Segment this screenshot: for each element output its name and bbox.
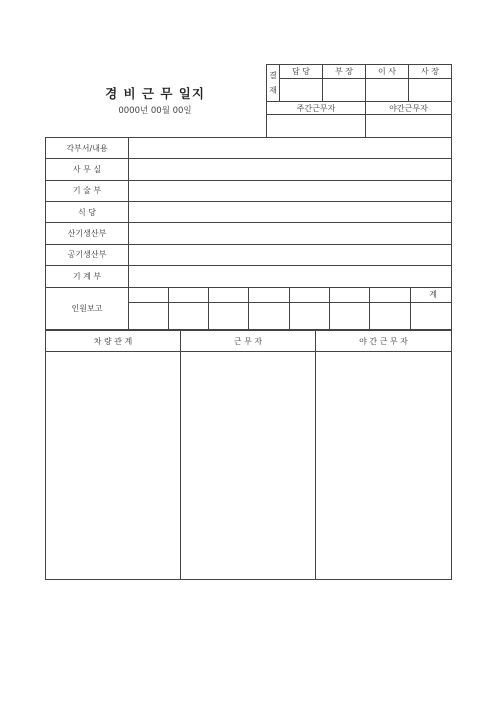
sign-cell-manager[interactable] [323,79,366,102]
personnel-report-label: 인원보고 [46,288,129,330]
day-worker-header: 주간근무자 [267,102,366,115]
personnel-count-cell[interactable] [169,302,209,329]
dept-label-production-1: 산기생산부 [46,223,129,244]
worker-log-area[interactable] [181,352,316,580]
personnel-count-cell[interactable] [370,302,411,329]
personnel-head-cell[interactable] [330,288,370,302]
day-worker-cell[interactable] [267,115,366,138]
vehicle-header: 차 량 관 계 [46,331,181,352]
night-worker-log-header: 야 간 근 무 자 [316,331,452,352]
personnel-count-cell[interactable] [249,302,290,329]
dept-label-machinery: 기 계 부 [46,265,129,287]
dept-label-engineering: 기 술 부 [46,180,129,201]
personnel-count-cell[interactable] [209,302,249,329]
role-president: 사 장 [409,65,452,79]
sign-cell-director[interactable] [366,79,409,102]
approval-label [267,65,280,102]
personnel-count-cell[interactable] [330,302,370,329]
content-cell-office[interactable] [129,159,452,180]
approval-label-bottom: 재 [269,86,277,95]
content-cell-cafeteria[interactable] [129,201,452,222]
dept-label-office: 사 무 실 [46,159,129,180]
role-manager: 부 장 [323,65,366,79]
night-worker-log-area[interactable] [316,352,452,580]
night-worker-header: 야간근무자 [366,102,452,115]
personnel-head-cell[interactable] [209,288,249,302]
vehicle-log-area[interactable] [46,352,181,580]
personnel-head-cell[interactable] [169,288,209,302]
content-cell-production-2[interactable] [129,244,452,265]
dept-label-production-2: 공기생산부 [46,244,129,265]
department-table [45,137,452,330]
dept-label-cafeteria: 식 당 [46,201,129,222]
log-table [45,330,452,580]
approval-table [266,64,452,138]
role-director: 이 사 [366,65,409,79]
sign-cell-staff[interactable] [280,79,323,102]
personnel-head-cell[interactable] [129,288,169,302]
personnel-total-cell[interactable] [411,302,452,329]
approval-label-top: 결 [269,71,277,80]
personnel-head-cell[interactable] [290,288,330,302]
personnel-count-cell[interactable] [129,302,169,329]
content-cell[interactable] [129,138,452,159]
document-date: 0000년 00월 00일 [118,106,192,116]
worker-header: 근 무 자 [181,331,316,352]
content-cell-engineering[interactable] [129,180,452,201]
night-worker-cell[interactable] [366,115,452,138]
sign-cell-president[interactable] [409,79,452,102]
personnel-count-cell[interactable] [290,302,330,329]
content-cell-machinery[interactable] [129,265,452,287]
document-title: 경 비 근 무 일지 [105,86,205,101]
personnel-head-cell[interactable] [249,288,290,302]
role-staff: 담 당 [280,65,323,79]
dept-header: 각부서/내용 [46,138,129,159]
personnel-head-cell[interactable] [370,288,411,302]
content-cell-production-1[interactable] [129,223,452,244]
personnel-total-label: 계 [411,288,452,302]
